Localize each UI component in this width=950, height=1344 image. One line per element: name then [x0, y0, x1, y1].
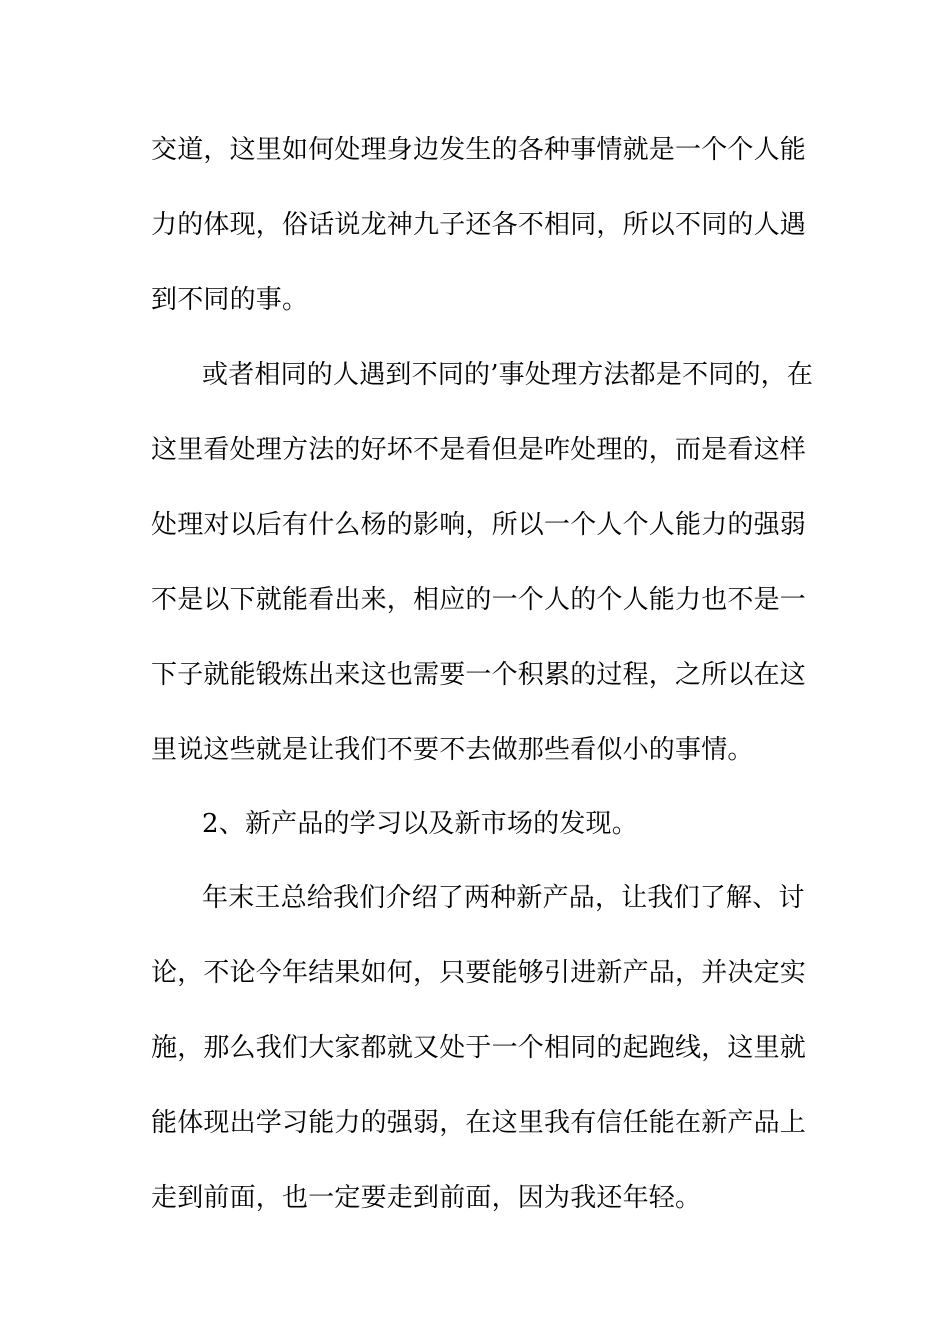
paragraph-line: 论，不论今年结果如何，只要能够引进新产品，并决定实	[151, 958, 807, 988]
paragraph-line: 到不同的事。	[151, 285, 309, 315]
paragraph-line: 能体现出学习能力的强弱，在这里我有信任能在新产品上	[151, 1108, 807, 1138]
paragraph-line: 下子就能锻炼出来这也需要一个积累的过程，之所以在这	[151, 660, 807, 690]
paragraph-line: 不是以下就能看出来，相应的一个人的个人能力也不是一	[151, 585, 807, 615]
paragraph-line: 走到前面，也一定要走到前面，因为我还年轻。	[151, 1183, 702, 1213]
paragraph-line: 处理对以后有什么杨的影响，所以一个人个人能力的强弱	[151, 510, 807, 540]
paragraph-line: 交道，这里如何处理身边发生的各种事情就是一个个人能	[151, 135, 807, 165]
section-heading: 2、新产品的学习以及新市场的发现。	[202, 809, 638, 839]
paragraph-line: 里说这些就是让我们不要不去做那些看似小的事情。	[151, 735, 754, 765]
paragraph-line: 或者相同的人遇到不同的’事处理方法都是不同的，在	[202, 360, 814, 390]
paragraph-line: 年末王总给我们介绍了两种新产品，让我们了解、讨	[202, 883, 805, 913]
paragraph-line: 施，那么我们大家都就又处于一个相同的起跑线，这里就	[151, 1033, 807, 1063]
paragraph-line: 这里看处理方法的好坏不是看但是咋处理的，而是看这样	[151, 435, 807, 465]
paragraph-line: 力的体现，俗话说龙神九子还各不相同，所以不同的人遇	[151, 210, 807, 240]
